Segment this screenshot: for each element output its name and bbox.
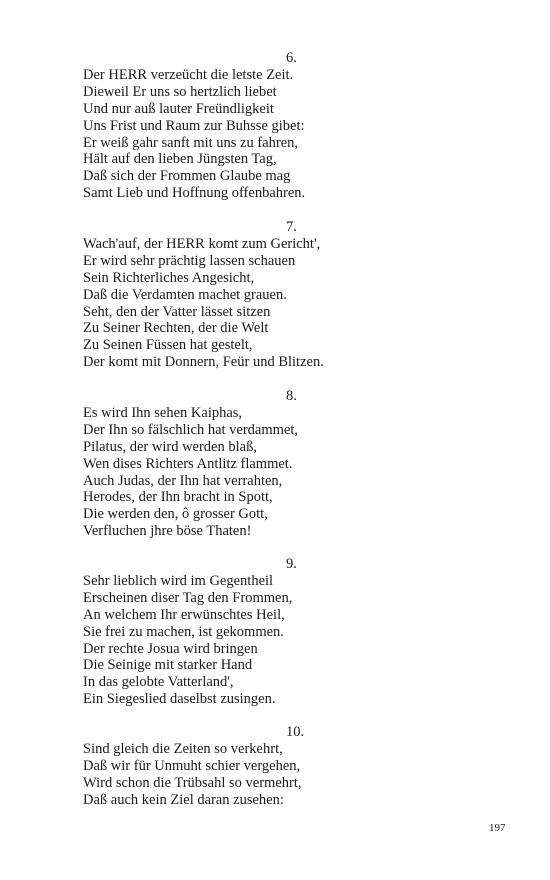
verse-line: Und nur auß lauter Freündligkeit xyxy=(83,100,274,117)
verse-line: Sie frei zu machen, ist gekommen. xyxy=(83,623,284,640)
verse-line: Auch Judas, der Ihn hat verrahten, xyxy=(83,472,283,489)
verse-line: Die Seinige mit starker Hand xyxy=(83,657,253,674)
verse-line: Erscheinen diser Tag den Frommen, xyxy=(83,589,293,606)
verse-line: Dieweil Er uns so hertzlich liebet xyxy=(83,83,277,100)
verse-line: Die werden den, ô grosser Gott, xyxy=(83,506,268,523)
stanza-number: 10. xyxy=(286,724,305,740)
verse-line: Der Ihn so fälschlich hat verdammet, xyxy=(83,421,299,438)
page-number: 197 xyxy=(489,822,506,834)
verse-line: Zu Seiner Rechten, der die Welt xyxy=(83,320,269,337)
stanza xyxy=(83,67,383,202)
verse-line: Er weiß gahr sanft mit uns zu fahren, xyxy=(83,134,299,151)
verse-line: Es wird Ihn sehen Kaiphas, xyxy=(83,405,243,421)
verse-line: Sind gleich die Zeiten so verkehrt, xyxy=(83,741,283,757)
stanza xyxy=(83,573,383,708)
stanza-number: 7. xyxy=(286,219,297,235)
stanza xyxy=(83,741,383,809)
verse-line: Er wird sehr prächtig lassen schauen xyxy=(83,252,296,269)
verse-line: Daß die Verdamten machet grauen. xyxy=(83,286,287,303)
stanza xyxy=(83,405,383,540)
verse-line: Der HERR verzeücht die letste Zeit. xyxy=(83,67,294,83)
verse-line: Seht, den der Vatter lässet sitzen xyxy=(83,303,271,320)
verse-line: Wach'auf, der HERR komt zum Gericht', xyxy=(83,236,321,252)
verse-line: Zu Seinen Füssen hat gestelt, xyxy=(83,337,253,354)
verse-line: Ein Siegeslied daselbst zusingen. xyxy=(83,691,276,708)
stanza xyxy=(83,236,383,371)
verse-line: Verfluchen jhre böse Thaten! xyxy=(83,523,252,540)
verse-line: Uns Frist und Raum zur Buhsse gibet: xyxy=(83,117,305,134)
verse-line: Wen dises Richters Antlitz flammet. xyxy=(83,455,293,472)
verse-line: Herodes, der Ihn bracht in Spott, xyxy=(83,489,273,506)
stanza-number: 9. xyxy=(286,556,297,572)
stanza-number: 6. xyxy=(286,50,297,66)
verse-line: Wird schon die Trübsahl so vermehrt, xyxy=(83,774,302,791)
verse-line: Samt Lieb und Hoffnung offenbahren. xyxy=(83,185,306,202)
verse-line: Pilatus, der wird werden blaß, xyxy=(83,438,257,455)
verse-line: Daß auch kein Ziel daran zusehen: xyxy=(83,791,284,808)
verse-line: Der rechte Josua wird bringen xyxy=(83,640,258,657)
verse-line: Der komt mit Donnern, Feür und Blitzen. xyxy=(83,354,324,371)
stanza-number: 8. xyxy=(286,388,297,404)
verse-line: Daß sich der Frommen Glaube mag xyxy=(83,168,291,185)
verse-line: Sehr lieblich wird im Gegentheil xyxy=(83,573,274,589)
verse-line: Daß wir für Unmuht schier vergehen, xyxy=(83,757,301,774)
verse-line: An welchem Ihr erwünschtes Heil, xyxy=(83,606,285,623)
verse-line: Hält auf den lieben Jüngsten Tag, xyxy=(83,151,277,168)
verse-line: In das gelobte Vatterland', xyxy=(83,674,234,691)
verse-line: Sein Richterliches Angesicht, xyxy=(83,269,255,286)
